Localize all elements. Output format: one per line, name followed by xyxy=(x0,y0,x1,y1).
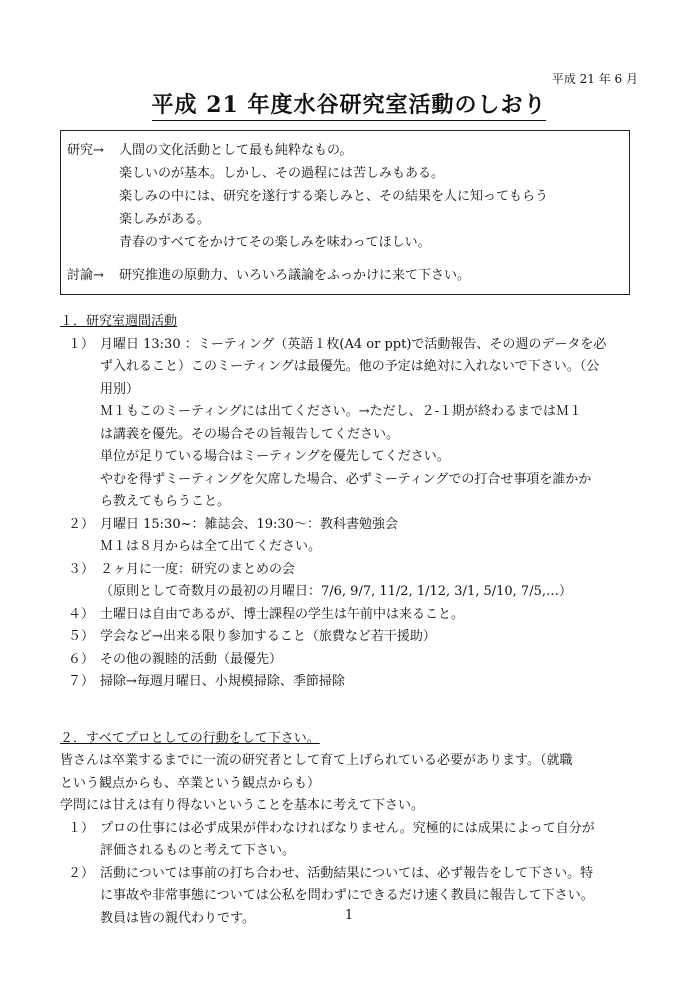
item-line: 月曜日 15:30~：雑誌会、19:30～：教科書勉強会 xyxy=(100,516,398,532)
item-number: １） xyxy=(68,820,95,836)
item-line: 月曜日 13:30 ：ミーティング（英語１枚(A4 or ppt)で活動報告、その週のデータを必 xyxy=(100,336,607,352)
item-line: 掃除→毎週月曜日、小規模掃除、季節掃除 xyxy=(100,674,345,689)
item-line: プロの仕事には必ず成果が伴わなければなりません。究極的には成果によって自分が xyxy=(100,820,595,836)
section2-intro-line: 学問には甘えは有り得ないということを基本に考えて下さい。 xyxy=(60,798,425,813)
item-body xyxy=(100,401,640,514)
section2 xyxy=(60,728,640,931)
document-title xyxy=(0,88,698,119)
research-label: 研究→ xyxy=(67,143,104,158)
item-line: 評価されるものと考えて下さい。 xyxy=(100,843,296,858)
section1-heading: １．研究室週間活動 xyxy=(60,314,178,329)
item-line: 用別） xyxy=(100,381,140,397)
item-body xyxy=(100,604,640,627)
list-item xyxy=(60,671,640,694)
item-number: ３） xyxy=(68,561,95,577)
item-body xyxy=(100,671,640,694)
discussion-label: 討論→ xyxy=(67,268,104,283)
item-line: （原則として奇数月の最初の月曜日：7/6, 9/7, 11/2, 1/12, 3/1, 5/10, 7/5,…） xyxy=(100,584,572,599)
title-text: 平成 21 年度水谷研究室活動のしおり xyxy=(152,92,547,121)
research-line: 青春のすべてをかけてその楽しみを味わってほしい。 xyxy=(119,235,431,250)
item-body xyxy=(100,559,640,604)
item-number: ２） xyxy=(68,516,95,532)
item-line: 単位が足りている場合はミーティングを優先してください。 xyxy=(100,449,450,464)
discussion-row xyxy=(67,264,629,287)
research-line: 楽しみがある。 xyxy=(119,212,211,227)
item-line: ２ヶ月に一度：研究のまとめの会 xyxy=(100,561,296,577)
item-line: 教員は皆の親代わりです。 xyxy=(100,910,255,926)
item-line: 活動については事前の打ち合わせ、活動結果については、必ず報告をして下さい。特 xyxy=(100,865,594,881)
list-item xyxy=(60,401,640,514)
item-line: やむを得ずミーティングを欠席した場合、必ずミーティングでの打合せ事項を誰かか xyxy=(100,471,592,487)
list-item xyxy=(60,559,640,604)
item-line: は講義を優先。その場合その旨報告してください。 xyxy=(100,426,400,442)
item-body xyxy=(100,334,640,402)
item-line: Ｍ１は８月からは全て出てください。 xyxy=(100,539,322,554)
item-line: 学会など→出来る限り参加すること（旅費など若干援助） xyxy=(100,629,436,644)
main-content xyxy=(60,311,640,930)
item-body xyxy=(100,818,640,863)
item-number: １） xyxy=(68,336,95,352)
list-item xyxy=(60,514,640,559)
item-line: に事故や非常事態については公私を問わずにできるだけ速く教員に報告して下さい。 xyxy=(100,888,594,903)
item-number: ４） xyxy=(68,606,95,622)
research-line: 楽しいのが基本。しかし、その過程には苦しみもある。 xyxy=(119,166,445,181)
item-line: ら教えてもらうこと。 xyxy=(100,494,231,509)
research-line: 楽しみの中には、研究を遂行する楽しみと、その結果を人に知ってもらう xyxy=(119,189,549,204)
page-number: 1 xyxy=(344,908,354,923)
list-item xyxy=(60,604,640,627)
list-item xyxy=(60,649,640,672)
section2-intro-line: 皆さんは卒業するまでに一流の研究者として育て上げられている必要があります。（就職 xyxy=(60,753,573,768)
item-number: ５） xyxy=(68,629,95,644)
item-number: ２） xyxy=(68,865,95,881)
item-line: 土曜日は自由であるが、博士課程の学生は午前中は来ること。 xyxy=(100,606,465,622)
item-body xyxy=(100,649,640,672)
list-item xyxy=(60,818,640,863)
section2-heading: ２．すべてプロとしての行動をして下さい。 xyxy=(60,730,320,746)
section1-list xyxy=(60,334,640,694)
item-number xyxy=(60,401,100,514)
item-body xyxy=(100,514,640,559)
list-item xyxy=(60,626,640,649)
document-date: 平成 21 年 6 月 xyxy=(551,72,638,86)
list-item xyxy=(60,334,640,402)
item-line: ず入れること）このミーティングは最優先。他の予定は絶対に入れないで下さい。（公 xyxy=(100,359,600,374)
research-line: 人間の文化活動として最も純粋なもの。 xyxy=(119,143,353,158)
section2-intro-line: という観点からも、卒業という観点からも） xyxy=(60,775,321,791)
discussion-text: 研究推進の原動力、いろいろ議論をふっかけに来て下さい。 xyxy=(119,268,471,283)
mission-box xyxy=(60,130,630,295)
research-row xyxy=(67,139,629,162)
item-body xyxy=(100,626,640,649)
item-number: ７） xyxy=(68,674,95,689)
item-line: Ｍ１もこのミーティングには出てください。→ただし、２-１期が終わるまではＭ１ xyxy=(100,404,582,419)
item-number: ６） xyxy=(68,651,95,667)
item-line: その他の親睦的活動（最優先） xyxy=(100,651,283,667)
